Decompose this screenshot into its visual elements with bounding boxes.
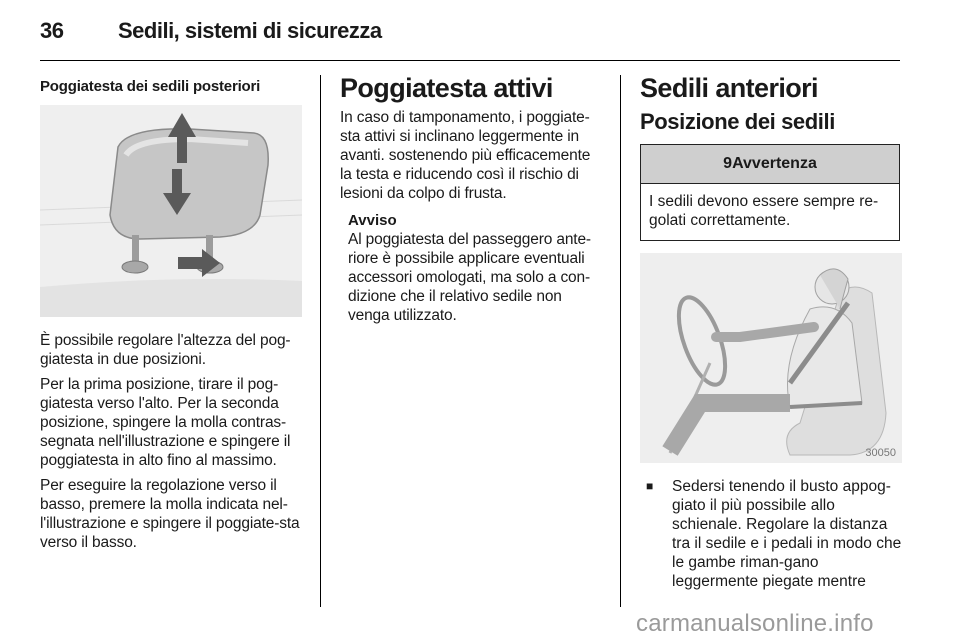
section-heading-front-seats: Sedili anteriori [640, 73, 818, 103]
list-item [640, 477, 902, 591]
column-divider-1 [320, 75, 321, 607]
paragraph: In caso di tamponamento, i poggiate-sta attivi si inclinano leggermente in avanti. sostenendo più efficacemente la testa e riducendo così il rischio di lesioni da colpo di frusta. [340, 109, 591, 202]
paragraph: È possibile regolare l'altezza del pog-giatesta in due posizioni. [40, 332, 291, 368]
section-heading-active-headrest: Poggiatesta attivi [340, 73, 553, 103]
note-title: Avviso [348, 212, 397, 229]
page-number: 36 [40, 18, 64, 43]
figure-number: 30050 [865, 447, 896, 459]
bullet-icon: ■ [646, 479, 654, 493]
watermark: carmanualsonline.info [636, 610, 874, 637]
column-divider-2 [620, 75, 621, 607]
warning-triangle-icon: 9 [723, 155, 733, 172]
subheading-seat-position: Posizione dei sedili [640, 109, 835, 134]
paragraph: Per la prima posizione, tirare il pog-giatesta verso l'alto. Per la seconda posizione, spingere la molla contras-segnata nell'illustrazione e spingere il poggiatesta in alto fino al massimo. [40, 376, 291, 469]
seating-position-illustration [640, 253, 902, 463]
warning-box [640, 144, 900, 241]
column-right [640, 72, 902, 591]
column-middle [340, 72, 602, 331]
section-heading-rear-headrest: Poggiatesta dei sedili posteriori [40, 78, 261, 95]
header-divider [40, 60, 900, 61]
chapter-title: Sedili, sistemi di sicurezza [118, 18, 382, 43]
note-text: Al poggiatesta del passeggero ante-riore è possibile applicare eventuali accessori omologati, ma solo a con-dizione che il relativo sedile non venga utilizzato. [348, 231, 591, 324]
paragraph: Per eseguire la regolazione verso il basso, premere la molla indicata nel-l'illustrazione e spingere il poggiate-sta verso il basso. [40, 477, 300, 551]
headrest-illustration [40, 105, 302, 317]
warning-title: Avvertenza [732, 155, 817, 172]
warning-header [641, 145, 899, 184]
warning-text: I sedili devono essere sempre re-golati correttamente. [649, 193, 879, 229]
note-block [348, 211, 602, 325]
column-left [40, 72, 302, 558]
page-header [40, 18, 900, 54]
bullet-text: Sedersi tenendo il busto appog-giato il più possibile allo schienale. Regolare la distanza tra il sedile e i pedali in modo che le gambe riman-gano leggermente piegate mentre [672, 478, 902, 590]
